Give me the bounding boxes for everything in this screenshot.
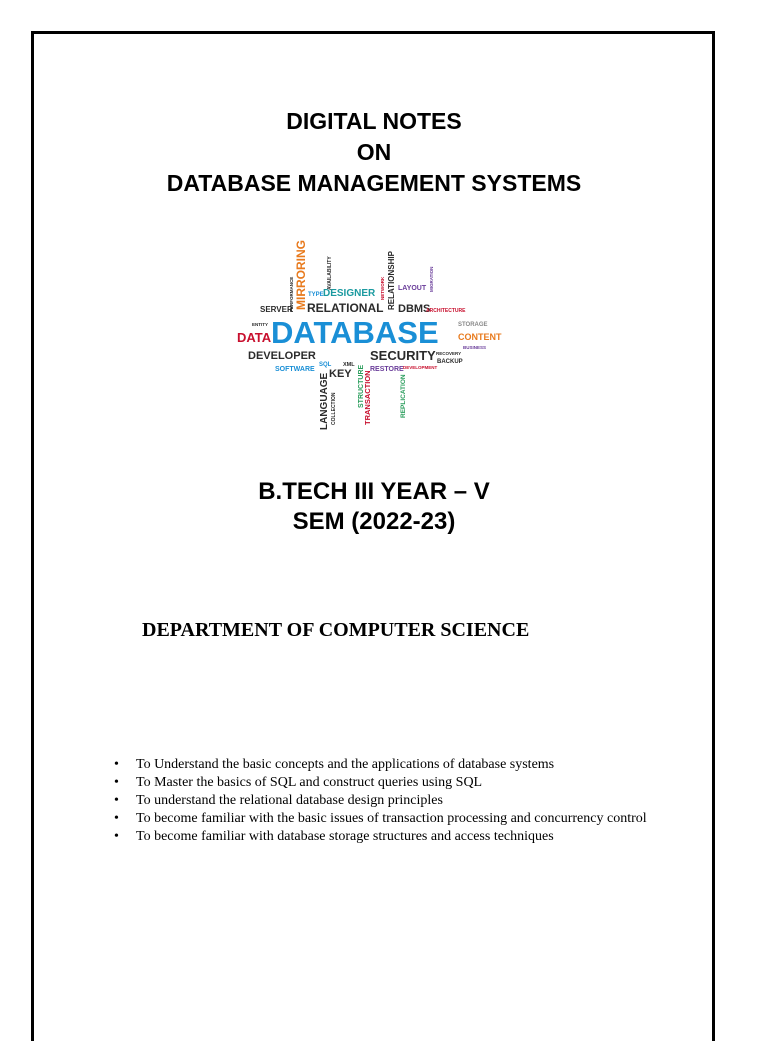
word-availability: AVAILABILITY [327, 256, 333, 290]
list-item [112, 828, 672, 846]
bullet-icon: • [114, 775, 119, 790]
word-architecture: ARCHITECTURE [426, 308, 466, 314]
database-word-cloud-image [231, 230, 506, 440]
word-designer: DESIGNER [323, 288, 376, 299]
bullet-icon: • [114, 757, 119, 772]
course-line-2: SEM (2022-23) [292, 508, 456, 535]
word-developer: DEVELOPER [248, 350, 316, 362]
word-data: DATA [237, 330, 272, 345]
course-line-1: B.TECH III YEAR – V [258, 478, 490, 505]
word-xml: XML [343, 362, 355, 368]
word-mirroring: MIRRORING [294, 240, 308, 310]
title-line-1: DIGITAL NOTES [286, 108, 462, 134]
word-relationship: RELATIONSHIP [387, 251, 396, 310]
word-performance: PERFORMANCE [289, 276, 294, 312]
word-key: KEY [329, 368, 352, 380]
list-item [112, 774, 672, 792]
objectives-list [112, 756, 672, 846]
word-development: DEVELOPMENT [403, 365, 438, 370]
word-language: LANGUAGE [319, 372, 330, 430]
word-entity: ENTITY [252, 322, 269, 327]
objective-text: To Master the basics of SQL and construct queries using SQL [136, 775, 483, 790]
objective-text: To become familiar with database storage structures and access techniques [136, 829, 554, 844]
objective-text: To become familiar with the basic issues of transaction processing and concurrency control [136, 811, 647, 826]
word-replication: REPLICATION [400, 374, 407, 418]
word-relational: RELATIONAL [307, 301, 384, 315]
word-recovery: RECOVERY [436, 351, 462, 356]
word-business: BUSINESS [463, 345, 487, 350]
word-dbms: DBMS [398, 303, 431, 315]
word-structure: STRUCTURE [358, 364, 365, 408]
word-content: CONTENT [458, 332, 502, 342]
word-type: TYPE [308, 292, 324, 298]
word-backup: BACKUP [437, 359, 463, 365]
bullet-icon: • [114, 793, 119, 808]
list-item [112, 792, 672, 810]
word-software: SOFTWARE [275, 366, 315, 373]
title-line-2: ON [356, 139, 392, 165]
word-network: NETWORK [380, 276, 385, 300]
word-database: DATABASE [271, 315, 439, 350]
word-layout: LAYOUT [398, 285, 427, 292]
list-item [112, 810, 672, 828]
word-collection: COLLECTION [331, 392, 337, 425]
bullet-icon: • [114, 811, 119, 826]
word-server: SERVER [260, 305, 293, 314]
word-transaction: TRANSACTION [363, 370, 372, 425]
word-sql: SQL [319, 362, 332, 368]
objective-text: To Understand the basic concepts and the applications of database systems [136, 757, 555, 772]
department-heading: DEPARTMENT OF COMPUTER SCIENCE [142, 619, 530, 641]
word-security: SECURITY [370, 348, 436, 363]
title-line-3: DATABASE MANAGEMENT SYSTEMS [166, 170, 582, 196]
list-item [112, 756, 672, 774]
bullet-icon: • [114, 829, 119, 844]
word-restore: RESTORE [370, 366, 404, 373]
word-storage: STORAGE [458, 322, 488, 328]
course-info [0, 477, 748, 537]
word-migration: MIGRATION [429, 266, 434, 292]
objective-text: To understand the relational database design principles [136, 793, 443, 808]
document-title [0, 106, 748, 199]
